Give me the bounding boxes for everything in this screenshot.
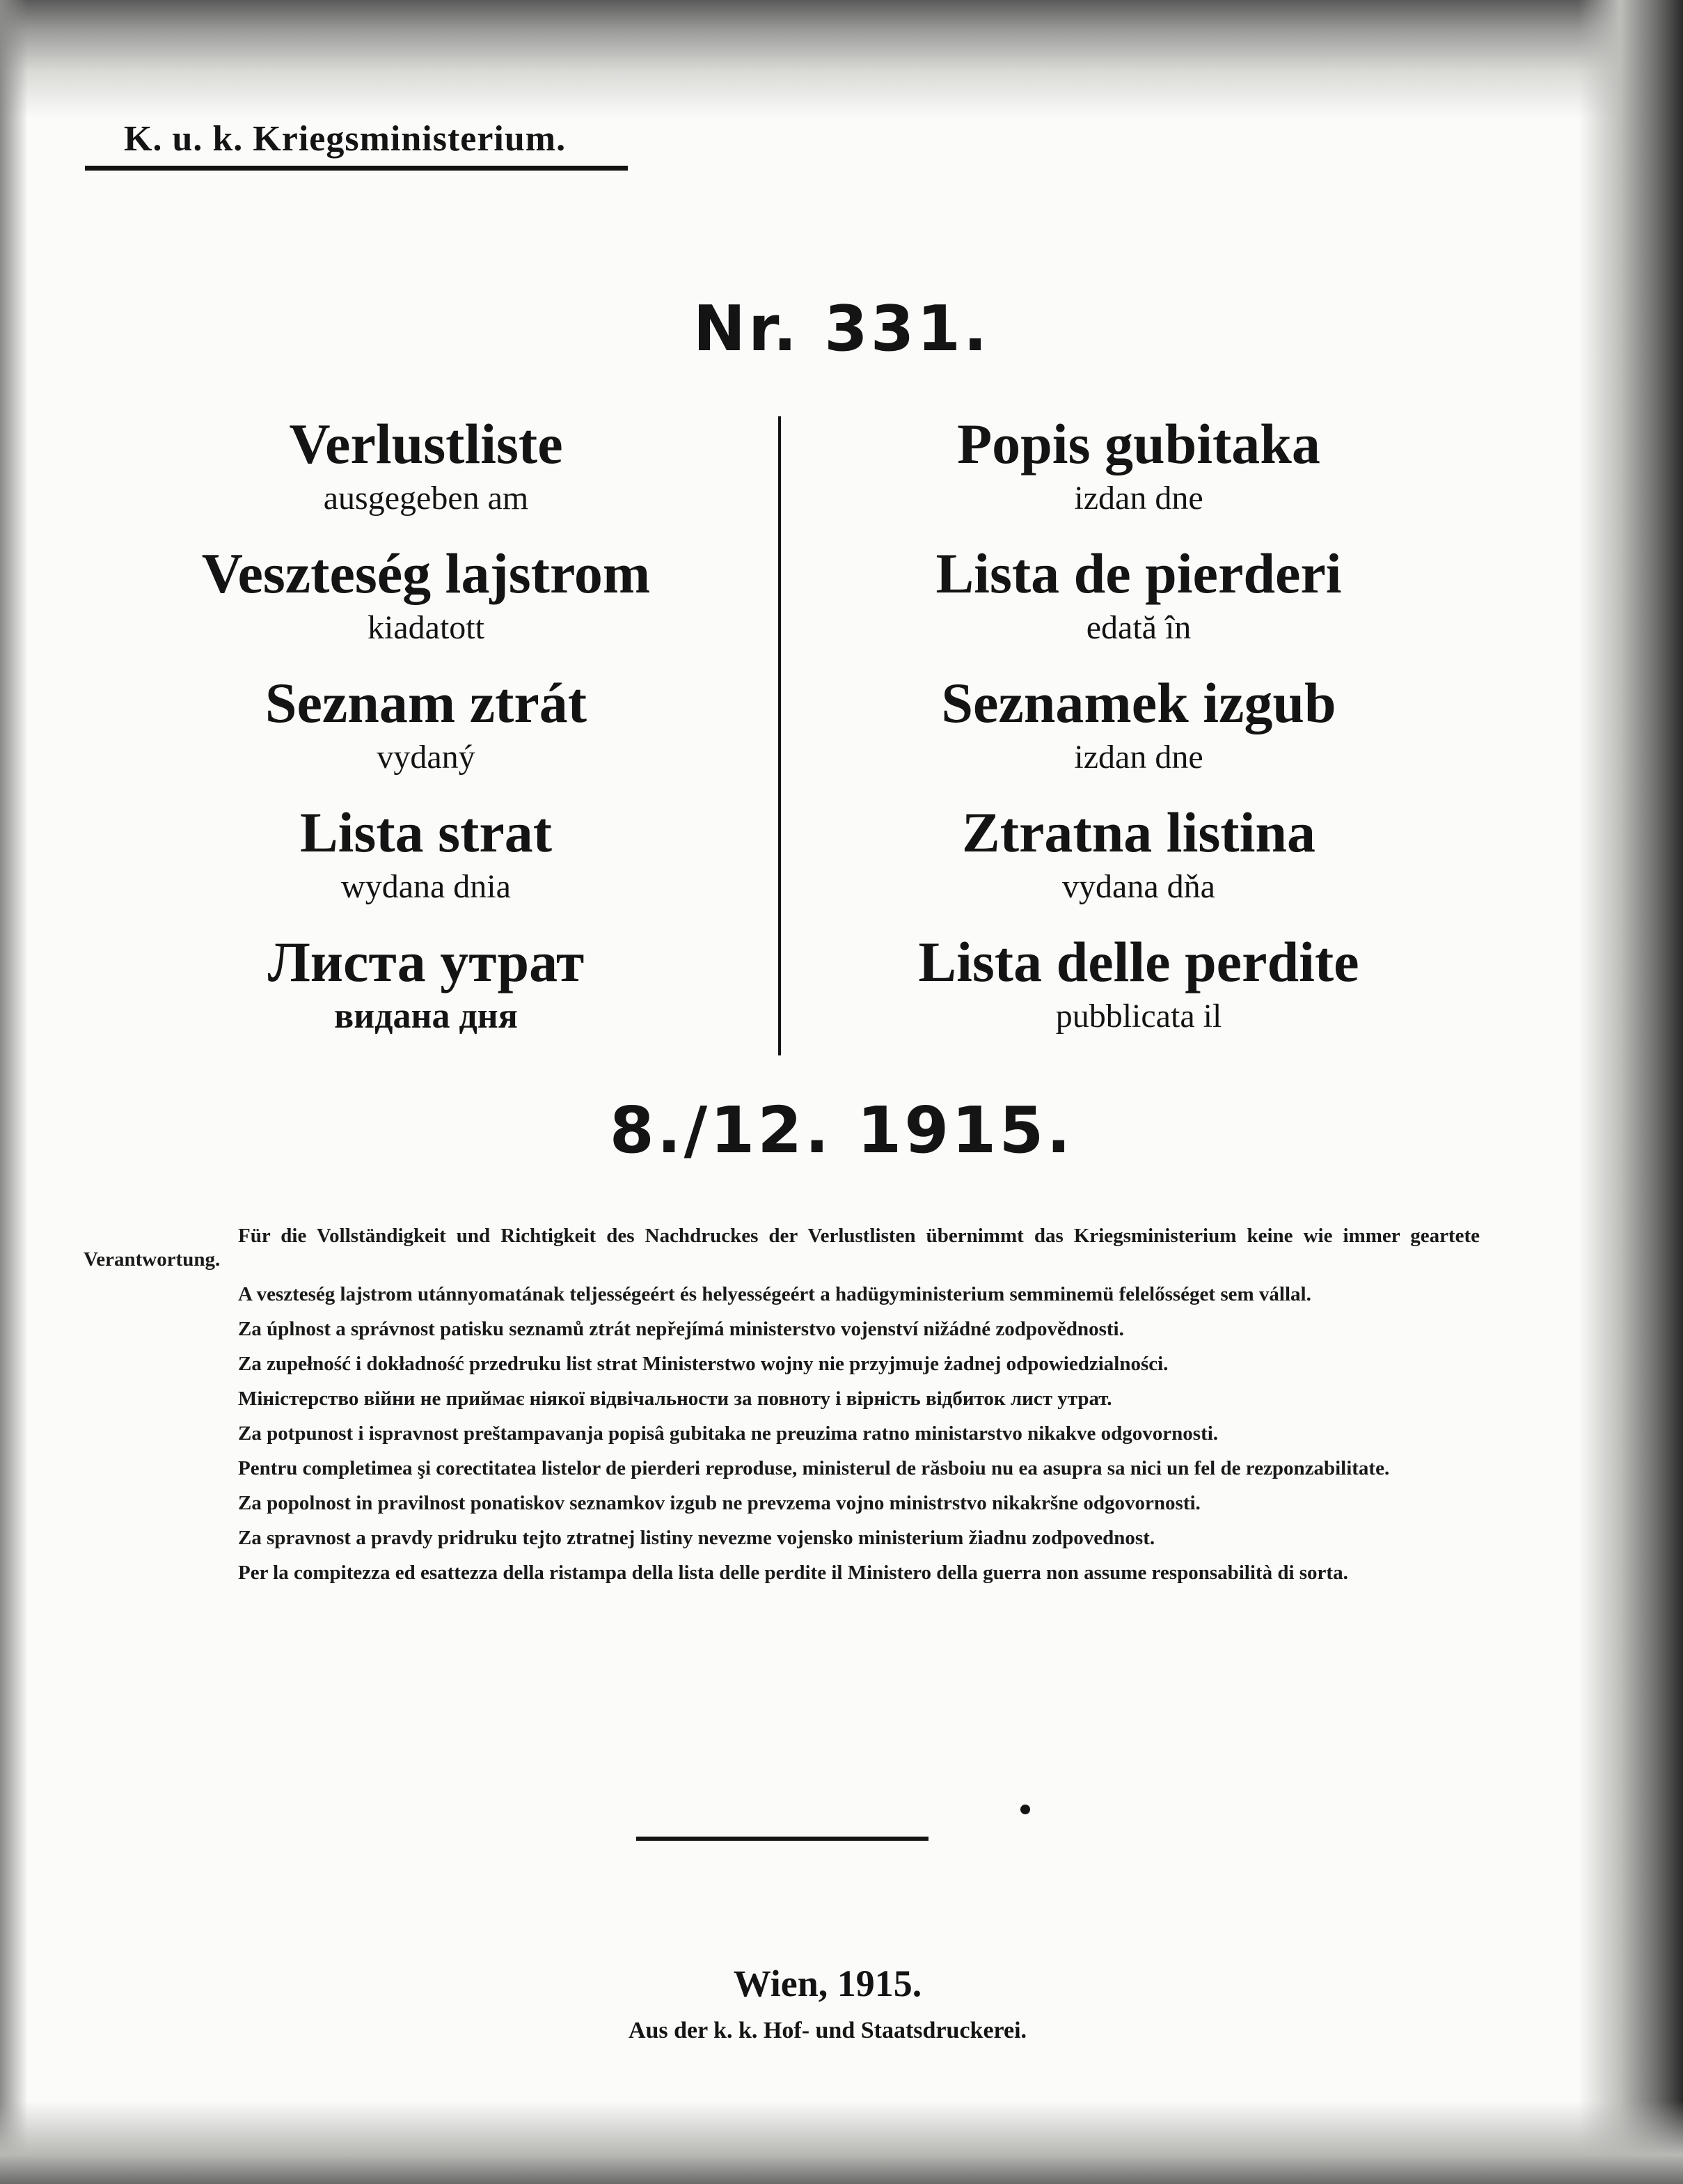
title-entry: [791, 670, 1487, 799]
title-entry: [78, 411, 774, 540]
entry-title: Seznamek izgub: [941, 671, 1336, 734]
disclaimer-italian: Per la compitezza ed esattezza della ristampa della lista delle perdite il Ministero della guerra non assume responsabilità di sorta.: [238, 1562, 1348, 1584]
entry-title: Veszteség lajstrom: [201, 542, 651, 605]
entry-subtitle: ausgegeben am: [323, 480, 529, 517]
ministry-header: K. u. k. Kriegsministerium.: [124, 119, 567, 159]
title-entry: [78, 799, 774, 929]
right-column: [791, 411, 1487, 1058]
entry-subtitle: izdan dne: [1074, 480, 1203, 517]
entry-title: Popis gubitaka: [957, 412, 1320, 476]
entry-subtitle: vydana dňa: [1062, 868, 1215, 905]
entry-subtitle: kiadatott: [368, 609, 484, 646]
entry-title: Листа утрат: [267, 930, 585, 993]
disclaimer-polish: Za zupełność i dokładność przedruku list strat Ministerstwo wojny nie przyjmuje żadnej odpowiedzialności.: [238, 1353, 1169, 1375]
disclaimer-german: Für die Vollständigkeit und Richtigkeit des Nachdruckes der Verlustlisten übernimmt das Kriegsministerium keine wie immer geartete Verantwortung.: [84, 1225, 1480, 1271]
printer-credit: Aus der k. k. Hof- und Staatsdruckerei.: [628, 2018, 1027, 2043]
entry-subtitle: pubblicata il: [1055, 998, 1222, 1035]
disclaimer-slovenian: Za popolnost in pravilnost ponatiskov seznamkov izgub ne prevzema vojno ministrstvo nikakršne odgovornosti.: [238, 1492, 1201, 1514]
entry-subtitle: видана дня: [334, 996, 518, 1036]
issue-date: 8./12. 1915.: [609, 1093, 1074, 1168]
entry-title: Lista strat: [299, 801, 553, 864]
entry-title: Lista delle perdite: [918, 930, 1359, 993]
disclaimer-block: [84, 1224, 1480, 1596]
title-entry: [791, 411, 1487, 540]
disclaimer-romanian: Pentru completimea şi corectitatea listelor de pierderi reproduse, ministerul de răsboiu nu ea asupra sa nici un fel de rezponzabilitate.: [238, 1457, 1390, 1479]
header-underline: [85, 166, 628, 171]
entry-title: Verlustliste: [289, 412, 563, 476]
entry-subtitle: vydaný: [377, 739, 475, 776]
entry-subtitle: edată în: [1086, 609, 1192, 646]
title-entry: [78, 540, 774, 670]
disclaimer-czech: Za úplnost a správnost patisku seznamů ztrát nepřejímá ministerstvo vojenství nižádné zodpovědnosti.: [238, 1318, 1124, 1340]
left-column: [78, 411, 774, 1058]
column-divider: [778, 416, 781, 1055]
ink-dot: [1020, 1805, 1030, 1814]
title-entry: [791, 540, 1487, 670]
entry-title: Seznam ztrát: [264, 671, 587, 734]
title-entry: [791, 929, 1487, 1058]
entry-subtitle: izdan dne: [1074, 739, 1203, 776]
entry-title: Ztratna listina: [962, 801, 1315, 864]
list-number: Nr. 331.: [693, 292, 990, 366]
disclaimer-hungarian: A veszteség lajstrom utánnyomatának teljességeért és helyességeért a hadügyministerium semminemü felelősséget sem vállal.: [238, 1283, 1311, 1305]
scan-shadow-bottom: [0, 2100, 1683, 2184]
title-entry: [791, 799, 1487, 929]
footer-rule: [636, 1837, 929, 1841]
disclaimer-slovak: Za spravnost a pravdy pridruku tejto ztratnej listiny nevezme vojensko ministerium žiadnu zodpovednost.: [238, 1527, 1155, 1549]
publication-place: Wien, 1915.: [733, 1963, 922, 2004]
title-entry: [78, 929, 774, 1058]
title-entry: [78, 670, 774, 799]
entry-subtitle: wydana dnia: [341, 868, 511, 905]
entry-title: Lista de pierderi: [935, 542, 1342, 605]
disclaimer-ukrainian: Міністерство війни не приймає ніякої відвічальности за повноту і вірність відбиток лист утрат.: [238, 1388, 1112, 1410]
scan-shadow-top: [0, 0, 1683, 118]
disclaimer-croatian: Za potpunost i ispravnost preštampavanja popisâ gubitaka ne preuzima ratno ministarstvo nikakve odgovornosti.: [238, 1422, 1219, 1445]
